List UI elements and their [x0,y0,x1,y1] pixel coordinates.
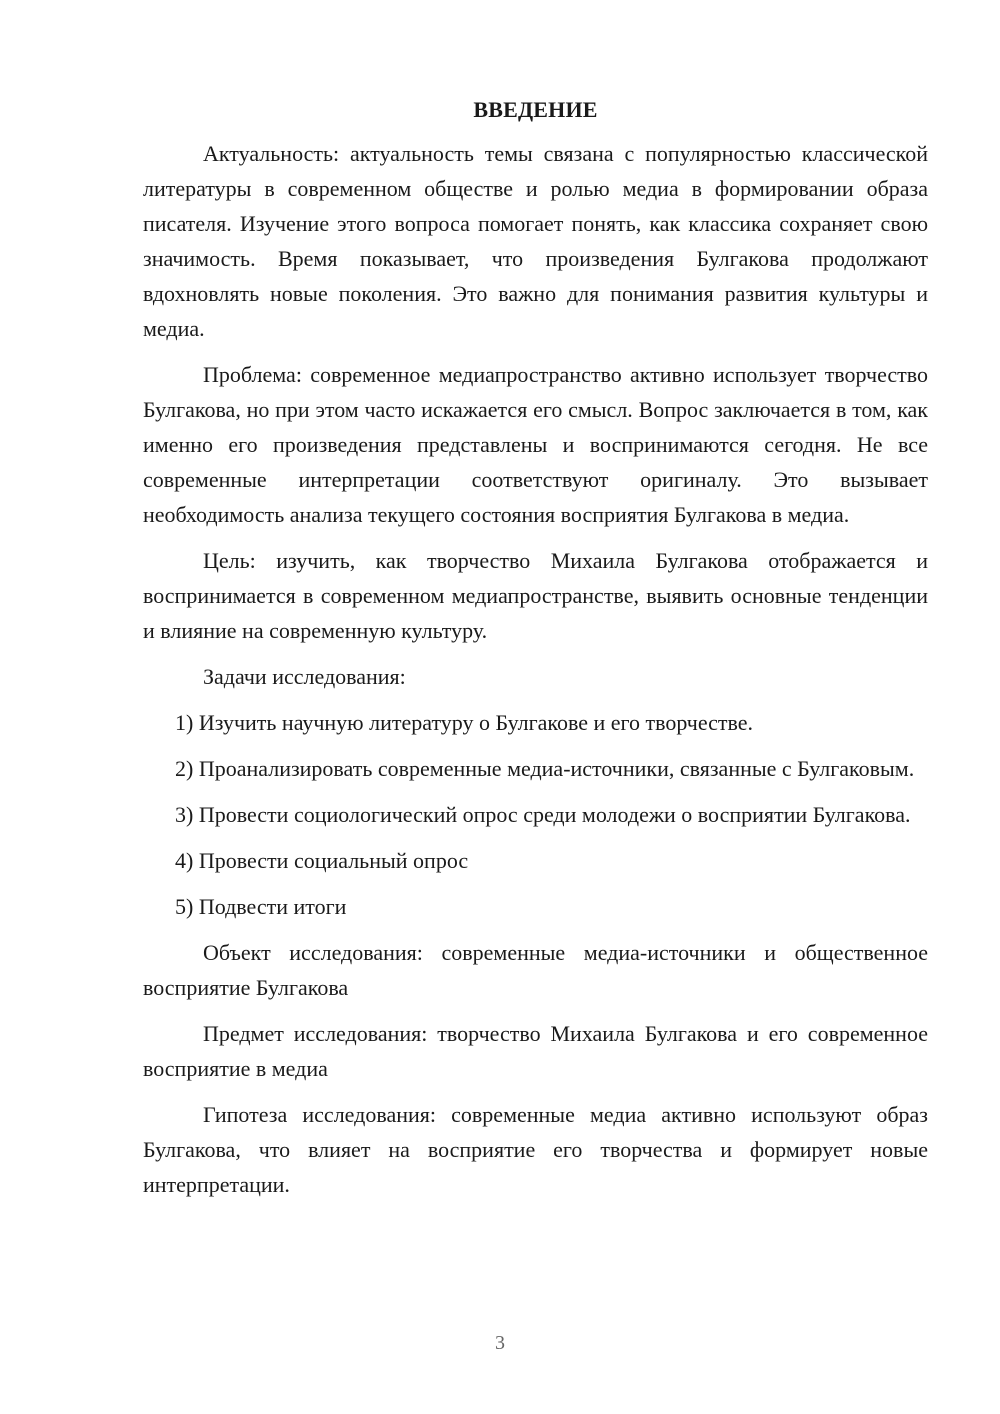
problem-paragraph: Проблема: современное медиапространство активно использует творчество Булгакова, но при этом часто искажается его смысл. Вопрос заключается в том, как именно его произведения представлены и воспринимаются сегодня. Не все современные интерпретации соответствуют оригиналу. Это вызывает необходимость анализа текущего состояния восприятия Булгакова в медиа. [143,362,928,527]
task-item: 2) Проанализировать современные медиа-источники, связанные с Булгаковым. [175,756,915,781]
object-paragraph: Объект исследования: современные медиа-источники и общественное восприятие Булгакова [143,940,928,1000]
task-item: 1) Изучить научную литературу о Булгакове и его творчестве. [175,710,754,735]
hypothesis-paragraph: Гипотеза исследования: современные медиа активно используют образ Булгакова, что влияет на восприятие его творчества и формирует новые интерпретации. [143,1102,928,1197]
page-number: 3 [495,1332,505,1354]
relevance-paragraph: Актуальность: актуальность темы связана с популярностью классической литературы в современном обществе и ролью медиа в формировании образа писателя. Изучение этого вопроса помогает понять, как классика сохраняет свою значимость. Время показывает, что произведения Булгакова продолжают вдохновлять новые поколения. Это важно для понимания развития культуры и медиа. [143,141,928,341]
task-item: 4) Провести социальный опрос [175,848,469,873]
document-page [143,95,928,1213]
goal-paragraph: Цель: изучить, как творчество Михаила Булгакова отображается и воспринимается в современном медиапространстве, выявить основные тенденции и влияние на современную культуру. [143,548,928,643]
subject-paragraph: Предмет исследования: творчество Михаила Булгакова и его современное восприятие в медиа [143,1021,928,1081]
task-item: 3) Провести социологический опрос среди молодежи о восприятии Булгакова. [175,802,911,827]
tasks-heading: Задачи исследования: [203,664,406,689]
section-title: ВВЕДЕНИЕ [473,97,598,122]
task-item: 5) Подвести итоги [175,894,347,919]
